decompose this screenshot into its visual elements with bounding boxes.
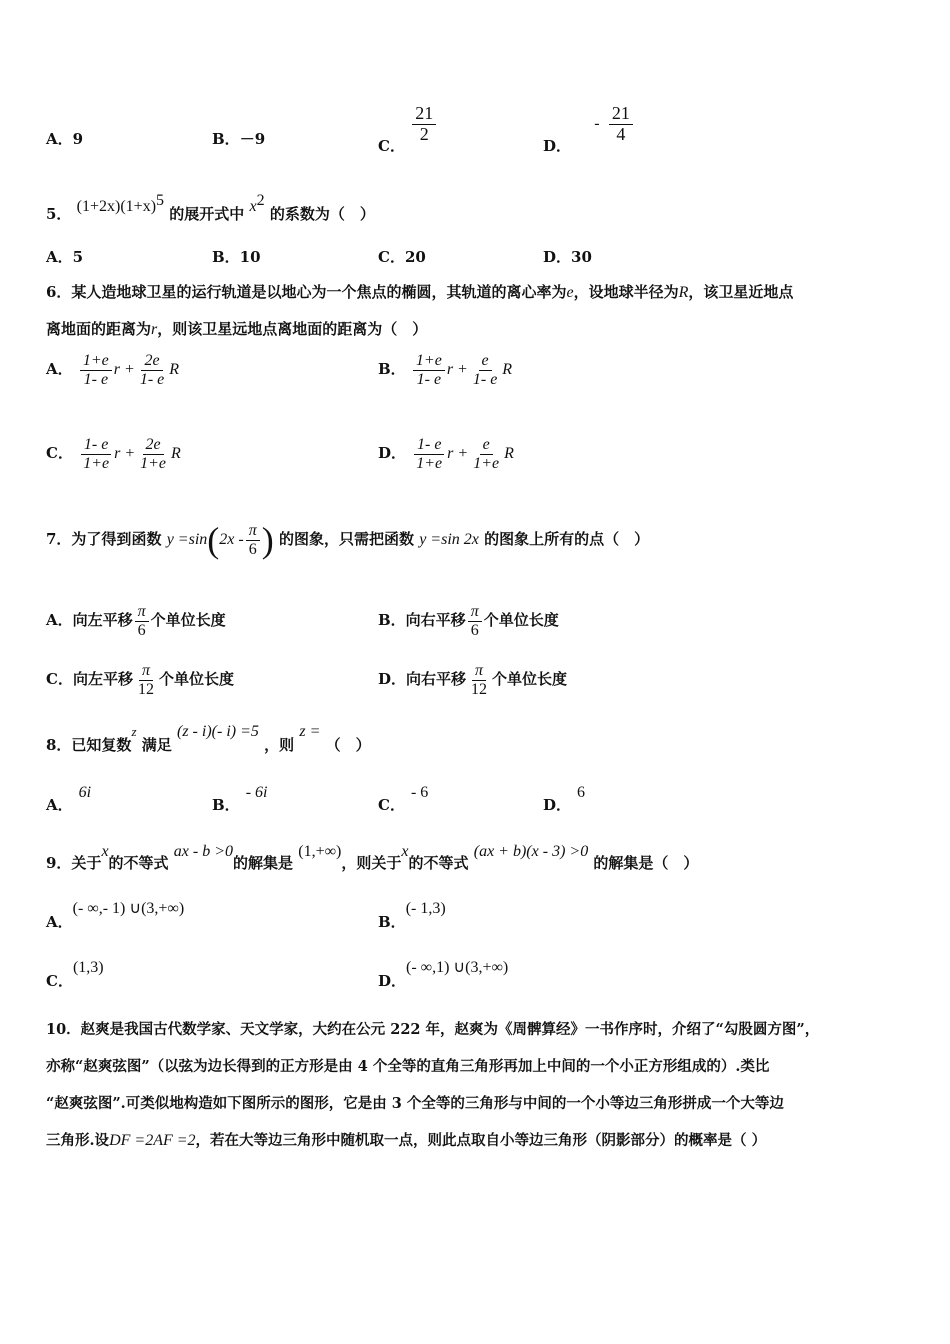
option-label: A． [46, 913, 73, 931]
q9-option-a [46, 897, 185, 931]
math-expression: y =sin [166, 531, 208, 549]
question-text: ，若在大等边三角形中随机取一点，则此点取自小等边三角形（阴影部分）的概率是（ ） [195, 1132, 767, 1149]
option-value: (- ∞,1) ∪(3,+∞) [406, 959, 509, 976]
fraction [609, 104, 633, 145]
question-text: 的图象，只需把函数 [278, 530, 414, 549]
option-value: 6i [78, 784, 92, 801]
math-term: r + [447, 445, 469, 463]
option-label: A．向左平移 [46, 611, 133, 630]
math-variable: R [171, 445, 181, 463]
math-variable: e [566, 284, 574, 301]
numerator: 1+e [80, 352, 112, 371]
q8-option-c [378, 781, 429, 814]
minus-sign: - [594, 115, 600, 133]
q5-option-c: C．20 [378, 248, 426, 266]
option-label: D． [543, 137, 572, 156]
question-text: ，则 [264, 736, 295, 754]
math-variable: r [151, 321, 158, 338]
option-value: (- 1,3) [405, 900, 446, 917]
q9-option-b [378, 897, 446, 931]
q8-option-d [543, 781, 586, 814]
fraction [413, 352, 445, 388]
fraction [468, 662, 490, 698]
option-label: B． [378, 360, 406, 379]
q6-option-b [378, 352, 512, 388]
numerator: 2e [143, 436, 164, 455]
math-expression: 2x - [219, 531, 244, 549]
option-label: C． [378, 137, 405, 156]
option-label: A． [46, 796, 73, 814]
math-variable: R [169, 361, 180, 379]
numerator: π [135, 603, 149, 622]
option-value: (- ∞,- 1) ∪(3,+∞) [72, 900, 185, 917]
denominator: 2 [419, 123, 429, 144]
question-text: 8．已知复数 [46, 736, 132, 754]
question-text: 的不等式 [108, 854, 169, 872]
math-variable: z [131, 724, 137, 739]
q9-option-c [46, 956, 104, 990]
math-expression: (1+2x)(1+x) [76, 198, 157, 215]
fraction [246, 522, 260, 558]
option-label: B．向右平移 [378, 611, 466, 630]
question-7: 7．为了得到函数 y =sin(2x - $\frac{\pi}{6}$ ) 的图象，只需把函数 y =sin 2x 的图象上所有的点（ ） [46, 520, 650, 561]
q7-option-d [378, 662, 567, 698]
q5-option-a: A．5 [46, 248, 84, 266]
fraction [413, 436, 445, 472]
math-expression: ax - b >0 [173, 843, 234, 860]
option-label: B． [212, 796, 240, 814]
denominator: 1+e [473, 454, 500, 472]
question-text: 的不等式 [408, 854, 469, 872]
denominator: 12 [137, 680, 154, 698]
question-text: ，则该卫星远地点离地面的距离为（ ） [157, 320, 428, 338]
math-term: r + [113, 361, 135, 379]
option-value: - 6 [410, 784, 429, 801]
math-expression: (z - i)(- i) =5 [177, 723, 259, 740]
q7-option-b [378, 603, 559, 639]
option-label: D． [378, 444, 407, 463]
math-expression: z = [299, 723, 321, 740]
question-10-line-2: 亦称“赵爽弦图”（以弦为边长得到的正方形是由 4 个全等的直角三角形再加上中间的一个小正方形组成的）.类比 [46, 1058, 770, 1075]
denominator: 1- e [139, 370, 165, 388]
option-label: B． [378, 913, 406, 931]
math-expression: (1,+∞) [298, 843, 342, 860]
numerator: π [139, 662, 153, 681]
fraction [412, 104, 436, 145]
q7-option-c [46, 662, 234, 698]
question-text: 满足 [141, 736, 172, 754]
math-expression: (ax + b)(x - 3) >0 [473, 843, 589, 860]
question-text: 6．某人造地球卫星的运行轨道是以地心为一个焦点的椭圆，其轨道的离心率为 [46, 283, 567, 301]
q4-option-d [543, 103, 635, 156]
question-text: ，则关于 [341, 854, 402, 872]
question-number: 5． [46, 205, 72, 223]
question-5 [46, 192, 375, 223]
option-label: D．向右平移 [378, 670, 467, 689]
numerator: π [468, 603, 482, 622]
denominator: 12 [471, 680, 488, 698]
question-text: 的展开式中 [169, 205, 245, 223]
q6-option-c [46, 436, 181, 472]
math-expression: DF =2AF =2 [109, 1132, 196, 1149]
question-text: 的解集是（ ） [593, 854, 699, 872]
option-value: 6 [577, 784, 586, 801]
question-10-line-1: 10．赵爽是我国古代数学家、天文学家，大约在公元 222 年，赵爽为《周髀算经》一书作序时，介绍了“勾股圆方图”， [46, 1021, 820, 1038]
numerator: π [246, 522, 260, 541]
q9-option-d [378, 956, 509, 990]
denominator: 6 [470, 621, 479, 639]
question-text: 9．关于 [46, 854, 102, 872]
fraction [468, 603, 482, 639]
option-text: 个单位长度 [158, 670, 234, 689]
math-variable: R [504, 445, 514, 463]
question-10-line-3: “赵爽弦图”.可类似地构造如下图所示的图形，它是由 3 个全等的三角形与中间的一个小等边三角形拼成一个大等边 [46, 1095, 784, 1112]
numerator: 1+e [413, 352, 445, 371]
numerator: 21 [412, 104, 436, 125]
numerator: 1- e [414, 436, 444, 455]
question-text: 的图象上所有的点（ ） [484, 530, 650, 549]
numerator: e [480, 436, 493, 455]
numerator: 21 [609, 104, 633, 125]
denominator: 1+e [140, 454, 167, 472]
math-term: r + [114, 445, 136, 463]
question-text: 的系数为（ ） [269, 205, 375, 223]
option-label: B． [212, 130, 240, 148]
math-variable: x [401, 843, 409, 860]
option-text: 个单位长度 [150, 611, 226, 630]
math-variable: x [101, 843, 109, 860]
option-label: C． [46, 972, 73, 990]
question-text: ，设地球半径为 [573, 283, 679, 301]
option-label: A． [46, 130, 73, 148]
option-label: A． [46, 360, 73, 379]
fraction [137, 352, 167, 388]
question-10-line-4 [46, 1129, 766, 1150]
question-text: 的解集是 [233, 854, 294, 872]
fraction [135, 662, 157, 698]
fraction [80, 436, 112, 472]
exponent: 2 [256, 192, 265, 209]
question-8 [46, 720, 371, 754]
fraction [470, 352, 500, 388]
q4-option-a [46, 128, 83, 149]
numerator: π [472, 662, 486, 681]
option-value: 9 [72, 130, 84, 148]
q8-option-b [212, 781, 268, 814]
math-variable: x [249, 198, 257, 215]
option-label: C．向左平移 [46, 670, 133, 689]
option-label: D． [543, 796, 572, 814]
question-text: 离地面的距离为 [46, 320, 152, 338]
q6-option-d [378, 436, 514, 472]
math-expression: y =sin 2x [419, 531, 479, 549]
option-value: －9 [239, 130, 266, 148]
numerator: e [479, 352, 492, 371]
q4-option-c [378, 103, 438, 156]
q6-option-a [46, 352, 179, 388]
q4-option-b [212, 128, 265, 149]
option-value: (1,3) [72, 959, 104, 976]
denominator: 1+e [416, 454, 443, 472]
numerator: 2e [141, 352, 162, 371]
fraction [470, 436, 502, 472]
option-label: C． [378, 796, 405, 814]
exponent: 5 [156, 192, 165, 209]
question-6-line-2 [46, 318, 427, 339]
denominator: 4 [616, 123, 626, 144]
question-text: 7．为了得到函数 [46, 530, 162, 549]
denominator: 1+e [83, 454, 110, 472]
q7-option-a [46, 603, 226, 639]
option-label: D． [378, 972, 407, 990]
q8-option-a [46, 781, 92, 814]
question-6-line-1 [46, 281, 793, 302]
denominator: 6 [137, 621, 146, 639]
math-term: r + [446, 361, 468, 379]
denominator: 1- e [416, 370, 442, 388]
denominator: 6 [248, 540, 257, 558]
numerator: 1- e [81, 436, 111, 455]
question-text: ，该卫星近地点 [688, 283, 794, 301]
question-text: （ ） [325, 736, 371, 754]
option-text: 个单位长度 [492, 670, 568, 689]
option-text: 个单位长度 [483, 611, 559, 630]
option-label: C． [46, 444, 73, 463]
q5-option-d: D．30 [543, 248, 592, 266]
q5-option-b: B．10 [212, 248, 261, 266]
option-value: - 6i [245, 784, 268, 801]
math-variable: R [502, 361, 513, 379]
fraction [135, 603, 149, 639]
fraction [80, 352, 112, 388]
denominator: 1- e [83, 370, 109, 388]
question-text: 三角形.设 [46, 1132, 110, 1149]
denominator: 1- e [472, 370, 498, 388]
math-variable: R [678, 284, 689, 301]
question-9 [46, 840, 699, 872]
fraction [137, 436, 169, 472]
